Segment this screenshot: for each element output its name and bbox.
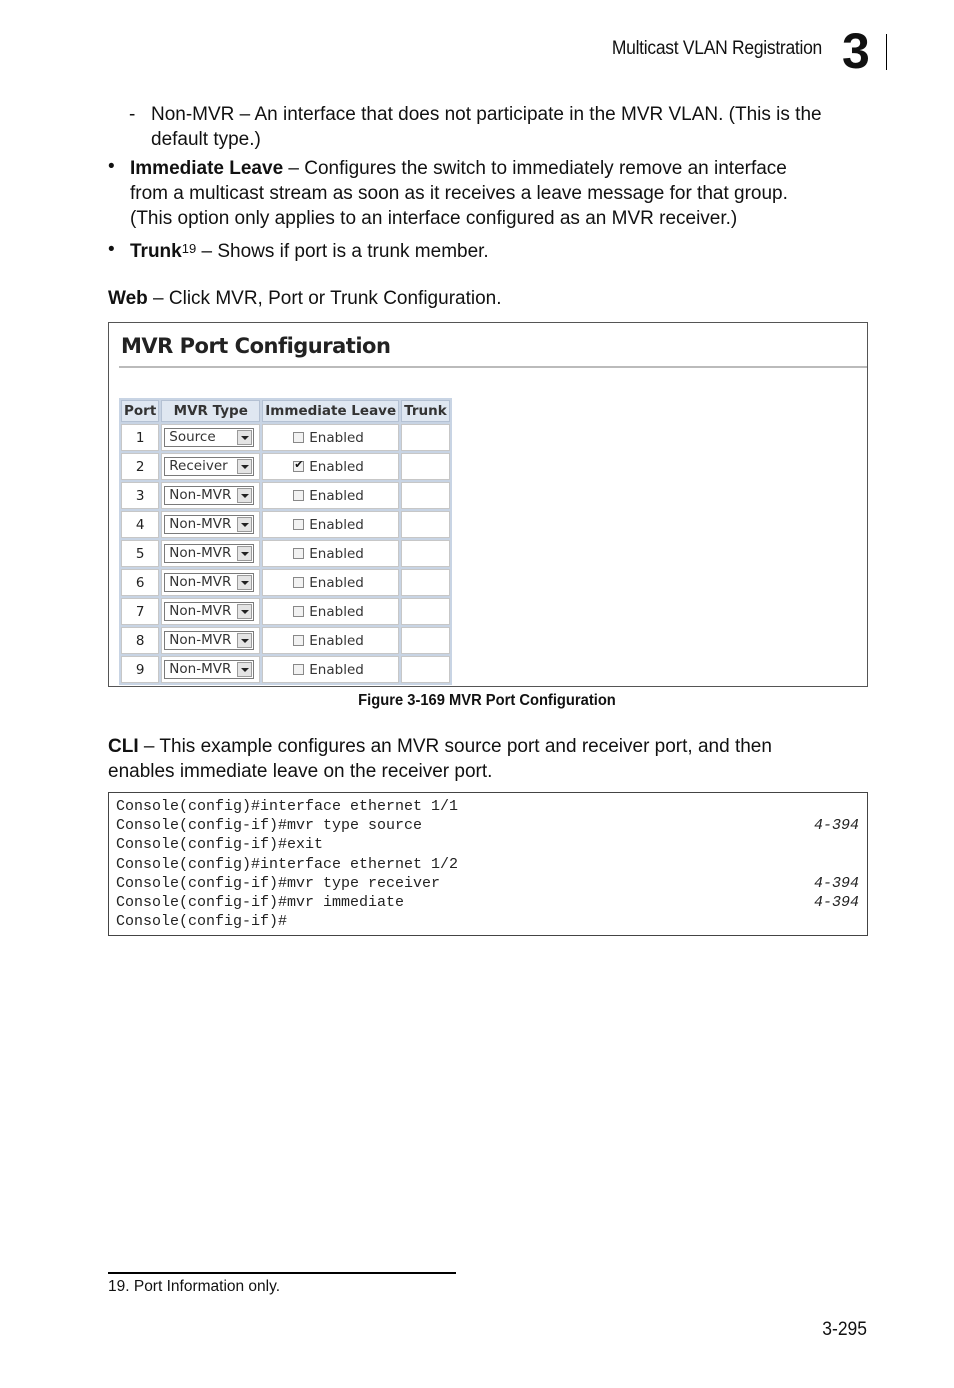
web-instruction	[108, 286, 502, 311]
mvr-type-cell	[161, 569, 260, 596]
table-row	[121, 627, 450, 654]
code-line: Console(config-if)#	[116, 913, 288, 931]
mvr-type-select[interactable]	[164, 457, 254, 476]
chevron-down-icon[interactable]	[237, 488, 252, 503]
mvr-type-cell	[161, 482, 260, 509]
mvr-type-value: Receiver	[169, 458, 228, 474]
immediate-leave-term: Immediate Leave	[130, 158, 284, 179]
mvr-type-select[interactable]	[164, 544, 254, 563]
port-cell: 8	[121, 627, 159, 654]
port-cell: 5	[121, 540, 159, 567]
mvr-port-table	[119, 398, 452, 685]
port-cell: 3	[121, 482, 159, 509]
mvr-type-value: Non-MVR	[169, 516, 232, 532]
code-line: Console(config-if)#mvr immediate	[116, 894, 405, 911]
immediate-leave-cell	[262, 453, 399, 480]
table-row	[121, 453, 450, 480]
trunk-term: Trunk	[130, 241, 182, 262]
trunk-cell	[401, 627, 450, 654]
immediate-leave-cell	[262, 569, 399, 596]
table-row	[121, 598, 450, 625]
figure-screenshot	[108, 322, 868, 687]
mvr-type-value: Non-MVR	[169, 545, 232, 561]
table-row	[121, 569, 450, 596]
code-line: Console(config-if)#mvr type source	[116, 817, 423, 835]
table-header-row	[121, 400, 450, 422]
immediate-leave-checkbox[interactable]	[293, 461, 304, 472]
mvr-type-value: Source	[169, 429, 216, 445]
mvr-type-cell	[161, 424, 260, 451]
figure-caption: Figure 3-169 MVR Port Configuration	[358, 692, 616, 709]
chevron-down-icon[interactable]	[237, 459, 252, 474]
mvr-type-cell	[161, 511, 260, 538]
immediate-leave-line2: from a multicast stream as soon as it receives a leave message for that group.	[130, 183, 788, 204]
mvr-type-select[interactable]	[164, 428, 254, 447]
chevron-down-icon[interactable]	[237, 517, 252, 532]
trunk-description	[130, 239, 489, 264]
table-row	[121, 540, 450, 567]
immediate-leave-description	[130, 156, 870, 231]
mvr-type-cell	[161, 598, 260, 625]
immediate-leave-cell	[262, 540, 399, 567]
trunk-cell	[401, 482, 450, 509]
immediate-leave-cell	[262, 598, 399, 625]
immediate-leave-line3: (This option only applies to an interface configured as an MVR receiver.)	[130, 208, 738, 229]
mvr-type-select[interactable]	[164, 631, 254, 650]
chevron-down-icon[interactable]	[237, 546, 252, 561]
trunk-cell	[401, 424, 450, 451]
cli-term: CLI	[108, 736, 139, 757]
footnote-text: 19. Port Information only.	[108, 1278, 281, 1295]
chevron-down-icon[interactable]	[237, 430, 252, 445]
mvr-type-select[interactable]	[164, 602, 254, 621]
web-term: Web	[108, 288, 148, 309]
trunk-cell	[401, 511, 450, 538]
bullet-trunk: •	[108, 239, 115, 260]
chapter-number: 3	[842, 23, 868, 79]
trunk-cell	[401, 540, 450, 567]
immediate-leave-cell	[262, 511, 399, 538]
chevron-down-icon[interactable]	[237, 662, 252, 677]
code-page-reference[interactable]: 4-394	[813, 894, 859, 911]
immediate-leave-cell	[262, 482, 399, 509]
immediate-leave-label: Enabled	[309, 487, 364, 504]
chevron-down-icon[interactable]	[237, 604, 252, 619]
non-mvr-description	[151, 102, 871, 152]
immediate-leave-checkbox[interactable]	[293, 664, 304, 675]
trunk-cell	[401, 598, 450, 625]
column-header-immediate-leave: Immediate Leave	[262, 400, 399, 422]
mvr-type-select[interactable]	[164, 486, 254, 505]
immediate-leave-label: Enabled	[309, 603, 364, 620]
table-row	[121, 424, 450, 451]
immediate-leave-checkbox[interactable]	[293, 490, 304, 501]
immediate-leave-checkbox[interactable]	[293, 577, 304, 588]
table-body	[121, 424, 450, 683]
figure-title-rule	[119, 366, 867, 368]
chevron-down-icon[interactable]	[237, 633, 252, 648]
code-line: Console(config)#interface ethernet 1/2	[116, 855, 459, 873]
column-header-port: Port	[121, 400, 159, 422]
immediate-leave-label: Enabled	[309, 632, 364, 649]
port-cell: 2	[121, 453, 159, 480]
mvr-type-select[interactable]	[164, 515, 254, 534]
cli-line2: enables immediate leave on the receiver port.	[108, 761, 493, 782]
trunk-cell	[401, 569, 450, 596]
mvr-type-select[interactable]	[164, 573, 254, 592]
trunk-footnote-ref[interactable]: 19	[181, 241, 197, 256]
immediate-leave-checkbox[interactable]	[293, 519, 304, 530]
trunk-cell	[401, 656, 450, 683]
page-number: 3-295	[822, 1319, 867, 1340]
code-page-reference[interactable]: 4-394	[813, 817, 859, 835]
non-mvr-dash: -	[129, 104, 136, 125]
running-header-title: Multicast VLAN Registration	[611, 38, 822, 59]
port-cell: 4	[121, 511, 159, 538]
immediate-leave-cell	[262, 424, 399, 451]
chapter-divider	[886, 34, 887, 70]
immediate-leave-label: Enabled	[309, 429, 364, 446]
port-cell: 6	[121, 569, 159, 596]
code-line: Console(config-if)#mvr type receiver	[116, 874, 441, 892]
mvr-type-cell	[161, 540, 260, 567]
bullet-immediate-leave: •	[108, 156, 115, 177]
mvr-type-cell	[161, 656, 260, 683]
port-cell: 7	[121, 598, 159, 625]
web-desc: – Click MVR, Port or Trunk Configuration.	[147, 288, 502, 309]
mvr-type-cell	[161, 453, 260, 480]
column-header-mvr-type: MVR Type	[161, 400, 260, 422]
cli-code-block	[108, 792, 868, 936]
trunk-desc: – Shows if port is a trunk member.	[196, 241, 489, 262]
code-page-reference[interactable]: 4-394	[813, 874, 859, 892]
immediate-leave-cell	[262, 656, 399, 683]
mvr-type-select[interactable]	[164, 660, 254, 679]
mvr-type-cell	[161, 627, 260, 654]
immediate-leave-label: Enabled	[309, 458, 364, 475]
immediate-leave-cell	[262, 627, 399, 654]
mvr-type-value: Non-MVR	[169, 661, 232, 677]
immediate-leave-label: Enabled	[309, 545, 364, 562]
footnote-rule	[108, 1272, 456, 1274]
chevron-down-icon[interactable]	[237, 575, 252, 590]
column-header-trunk: Trunk	[401, 400, 450, 422]
code-line: Console(config)#interface ethernet 1/1	[116, 798, 459, 815]
immediate-leave-label: Enabled	[309, 574, 364, 591]
port-cell: 9	[121, 656, 159, 683]
mvr-type-value: Non-MVR	[169, 603, 232, 619]
immediate-leave-label: Enabled	[309, 516, 364, 533]
immediate-leave-checkbox[interactable]	[293, 606, 304, 617]
mvr-type-value: Non-MVR	[169, 487, 232, 503]
code-line: Console(config-if)#exit	[116, 836, 324, 854]
mvr-type-value: Non-MVR	[169, 632, 232, 648]
table-row	[121, 482, 450, 509]
cli-line1: – This example configures an MVR source port and receiver port, and then	[138, 736, 772, 757]
non-mvr-line2: default type.)	[151, 129, 261, 150]
figure-panel-title: MVR Port Configuration	[121, 334, 391, 358]
immediate-leave-line1: – Configures the switch to immediately remove an interface	[283, 158, 787, 179]
table-row	[121, 656, 450, 683]
trunk-cell	[401, 453, 450, 480]
mvr-type-value: Non-MVR	[169, 574, 232, 590]
immediate-leave-checkbox[interactable]	[293, 635, 304, 646]
immediate-leave-checkbox[interactable]	[293, 432, 304, 443]
cli-instruction	[108, 734, 868, 784]
port-cell: 1	[121, 424, 159, 451]
immediate-leave-checkbox[interactable]	[293, 548, 304, 559]
non-mvr-line1: Non-MVR – An interface that does not participate in the MVR VLAN. (This is the	[151, 104, 822, 125]
immediate-leave-label: Enabled	[309, 661, 364, 678]
table-row	[121, 511, 450, 538]
